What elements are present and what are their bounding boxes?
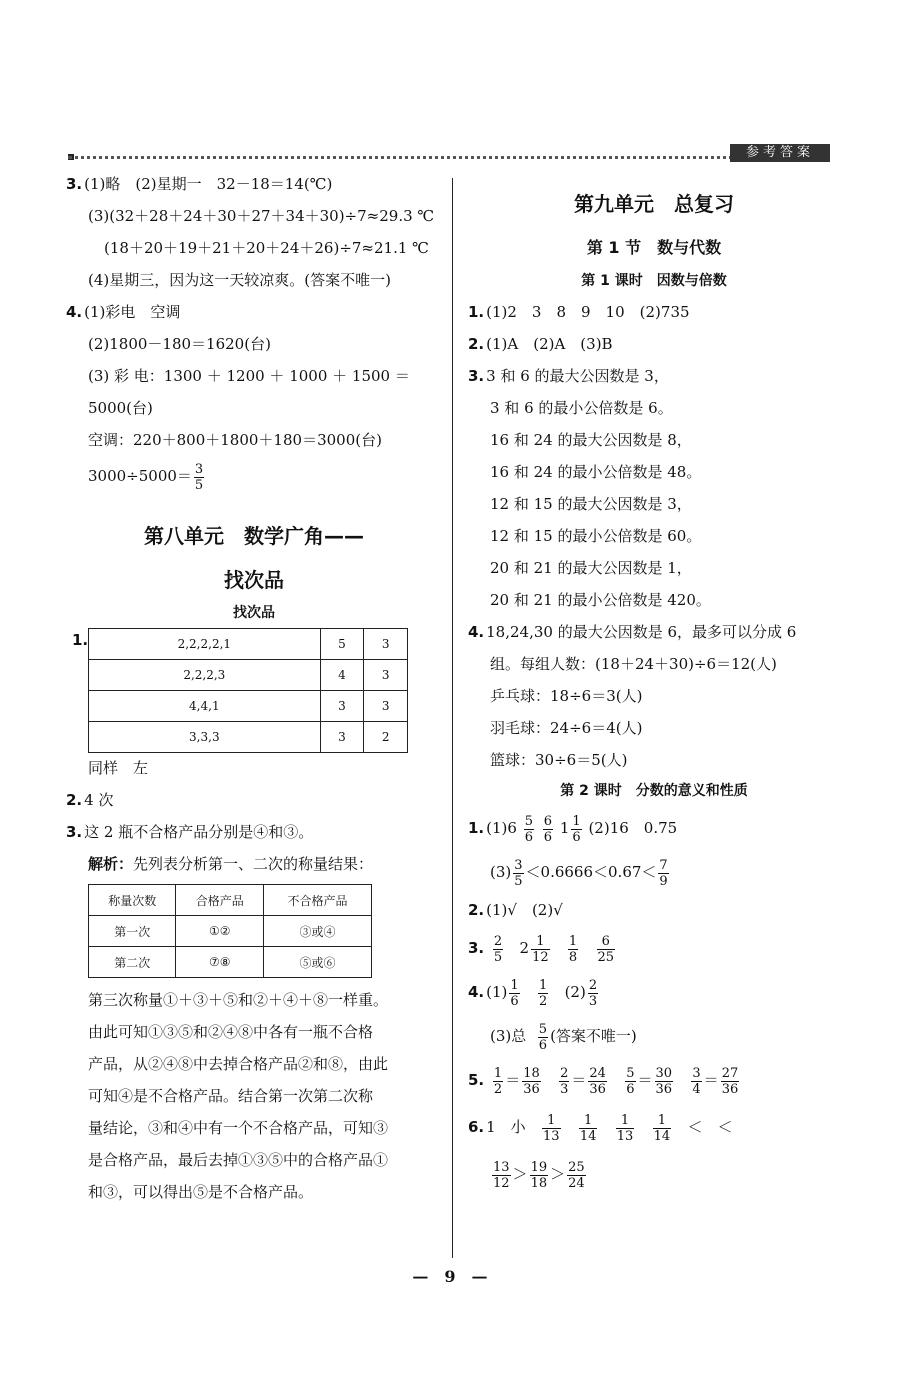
fraction: $\frac{6}{25}$ [597, 933, 615, 965]
analysis-line: 第三次称量①＋③＋⑤和②＋④＋⑧一样重。 [88, 991, 389, 1009]
section-title: 第 1 节 数与代数 [586, 238, 722, 257]
answer-line: 4. 18,24,30 的最大公因数是 6，最多可以分成 6 [468, 623, 797, 641]
answer-line: 2. 4 次 [66, 791, 114, 809]
answer-line: (3) $\frac{3}{5}$ ＜0.6666＜0.67＜ $\frac{7}{9}$ [490, 857, 668, 889]
fraction: $\frac{1}{8}$ [568, 933, 578, 965]
answer-line: (3)总 $\frac{5}{6}$ (答案不唯一) [490, 1021, 637, 1053]
analysis-line: 产品，从②④⑧中去掉合格产品②和⑧，由此 [88, 1055, 389, 1073]
fraction: $\frac{3}{5}$ [194, 461, 204, 493]
fraction: $\frac{1}{13}$ [616, 1112, 634, 1144]
analysis-line: 由此可知①③⑤和②④⑧中各有一瓶不合格 [88, 1023, 374, 1041]
answer-line: 羽毛球：24÷6＝4(人) [490, 719, 643, 737]
answer-line: (4)星期三，因为这一天较凉爽。(答案不唯一) [88, 271, 391, 289]
table-row: 第一次 ①② ③或④ [89, 916, 372, 947]
answer-line: 5. $\frac{1}{2}$ ＝ $\frac{18}{36}$ $\frac{2}{3}$ ＝ $\frac{24}{36}$ $\frac{5}{6}$ ＝ $\frac{30}{36}$ $\frac{3}{4}$ ＝ $\frac{27}{36}$ [468, 1065, 739, 1097]
answer-line: 4. (1)彩电 空调 [66, 303, 181, 321]
answer-line: 12 和 15 的最小公倍数是 60。 [490, 527, 702, 545]
fraction: $\frac{5}{6}$ [626, 1065, 635, 1097]
table-row: 4,4,1 3 3 [89, 691, 408, 722]
answer-line: 6. 1 小 $\frac{1}{13}$ $\frac{1}{14}$ $\frac{1}{13}$ $\frac{1}{14}$ ＜ ＜ [468, 1112, 733, 1144]
answer-line: 同样 左 [88, 759, 149, 777]
fraction: $\frac{2}{3}$ [588, 977, 598, 1009]
question-3-table-wrap [66, 884, 442, 978]
answer-line: 空调：220＋800＋1800＋180＝3000(台) [88, 431, 382, 449]
fraction: $\frac{27}{36}$ [721, 1065, 739, 1097]
fraction: $\frac{5}{6}$ [538, 1021, 548, 1053]
answer-line: 20 和 21 的最小公倍数是 420。 [490, 591, 711, 609]
answer-line: 2. (1)A (2)A (3)B [468, 335, 613, 353]
fraction: $\frac{1}{14}$ [579, 1112, 597, 1144]
column-divider [452, 178, 453, 1258]
fraction: $\frac{1}{6}$ [572, 813, 581, 845]
answer-line: 1. (1)6 $\frac{5}{6}$ $\frac{6}{6}$ 1 $\frac{1}{6}$ (2)16 0.75 [468, 813, 678, 845]
weighing-table [88, 628, 408, 753]
answer-line: 4. (1) $\frac{1}{6}$ $\frac{1}{2}$ (2) $\frac{2}{3}$ [468, 977, 598, 1009]
fraction: $\frac{1}{6}$ [510, 977, 519, 1009]
answer-line: (2)1800－180＝1620(台) [88, 335, 271, 353]
fraction: $\frac{1}{12}$ [532, 933, 549, 965]
answer-line: 12 和 15 的最大公因数是 3， [490, 495, 692, 513]
page-number: — 9 — [412, 1267, 488, 1286]
analysis-line: 可知④是不合格产品。结合第一次第二次称 [88, 1087, 374, 1105]
table-row: 2,2,2,3 4 3 [89, 660, 408, 691]
lesson-title: 第 2 课时 分数的意义和性质 [560, 783, 748, 799]
answer-line: 篮球：30÷6＝5(人) [490, 751, 628, 769]
analysis-line: 是合格产品，最后去掉①③⑤中的合格产品① [88, 1151, 389, 1169]
header-rule [68, 156, 830, 159]
answer-line: (18＋20＋19＋21＋20＋24＋26)÷7≈21.1 ℃ [104, 239, 429, 257]
header-badge: 参考答案 [730, 144, 830, 162]
answer-line: 3. (1)略 (2)星期一 32－18＝14(℃) [66, 175, 333, 193]
fraction: $\frac{18}{36}$ [523, 1065, 540, 1097]
answer-line: 16 和 24 的最小公倍数是 48。 [490, 463, 702, 481]
fraction: $\frac{1}{13}$ [543, 1112, 560, 1144]
analysis-line: 解析：先列表分析第一、二次的称量结果： [88, 855, 374, 873]
answer-line: 3000÷5000＝ $\frac{3}{5}$ [88, 461, 204, 493]
analysis-line: 和③，可以得出⑤是不合格产品。 [88, 1183, 314, 1201]
answer-line: 2. (1)√ (2)√ [468, 901, 563, 919]
fraction: $\frac{1}{2}$ [538, 977, 548, 1009]
fraction: $\frac{2}{5}$ [493, 933, 503, 965]
unit-title: 第九单元 总复习 [574, 192, 734, 216]
fraction: $\frac{30}{36}$ [655, 1065, 673, 1097]
answer-line: (3)(32＋28＋24＋30＋27＋34＋30)÷7≈29.3 ℃ [88, 207, 435, 225]
answer-line: 3. 3 和 6 的最大公因数是 3， [468, 367, 669, 385]
answer-line: 3. $\frac{2}{5}$ 2 $\frac{1}{12}$ $\frac{1}{8}$ $\frac{6}{25}$ [468, 933, 615, 965]
table-row: 2,2,2,2,1 5 3 [89, 629, 408, 660]
answer-line: 20 和 21 的最大公因数是 1， [490, 559, 692, 577]
weighing-result-table [88, 884, 372, 978]
fraction: $\frac{1}{2}$ [493, 1065, 503, 1097]
fraction: $\frac{19}{18}$ [530, 1159, 548, 1191]
fraction: $\frac{24}{36}$ [589, 1065, 606, 1097]
answer-line: 5000(台) [88, 399, 153, 417]
fraction: $\frac{13}{12}$ [493, 1159, 510, 1191]
table-row: 第二次 ⑦⑧ ⑤或⑥ [89, 947, 372, 978]
analysis-line: 量结论，③和④中有一个不合格产品，可知③ [88, 1119, 389, 1137]
answer-line: 1. (1)2 3 8 9 10 (2)735 [468, 303, 690, 321]
table-row: 3,3,3 3 2 [89, 722, 408, 753]
lesson-title: 第 1 课时 因数与倍数 [581, 273, 727, 289]
fraction: $\frac{6}{6}$ [543, 813, 553, 845]
answer-line: $\frac{13}{12}$ ＞ $\frac{19}{18}$ ＞ $\frac{25}{24}$ [493, 1159, 585, 1191]
fraction: $\frac{2}{3}$ [560, 1065, 569, 1097]
answer-line: 乒乓球：18÷6＝3(人) [490, 687, 643, 705]
left-column [66, 168, 442, 1208]
right-column [468, 168, 840, 1196]
unit-title: 第八单元 数学广角—— [144, 524, 364, 548]
answer-line: (3) 彩 电：1300 ＋ 1200 ＋ 1000 ＋ 1500 ＝ [88, 367, 410, 385]
answer-line: 3 和 6 的最小公倍数是 6。 [490, 399, 673, 417]
answer-line: 16 和 24 的最大公因数是 8， [490, 431, 692, 449]
question-1: 1. 2,2,2,2,1 5 3 2,2,2,3 4 3 4,4,1 3 3 3,3,3 3 2 [66, 628, 442, 752]
answer-line: 组。每组人数：(18＋24＋30)÷6＝12(人) [490, 655, 777, 673]
answer-line: 3. 这 2 瓶不合格产品分别是④和③。 [66, 823, 314, 841]
fraction: $\frac{25}{24}$ [568, 1159, 585, 1191]
section-title: 找次品 [233, 605, 275, 621]
fraction: $\frac{5}{6}$ [524, 813, 533, 845]
table-header-row: 称量次数 合格产品 不合格产品 [89, 885, 372, 916]
fraction: $\frac{7}{9}$ [659, 857, 668, 889]
unit-subtitle: 找次品 [224, 568, 284, 592]
fraction: $\frac{3}{5}$ [514, 857, 523, 889]
fraction: $\frac{3}{4}$ [692, 1065, 701, 1097]
fraction: $\frac{1}{14}$ [653, 1112, 671, 1144]
